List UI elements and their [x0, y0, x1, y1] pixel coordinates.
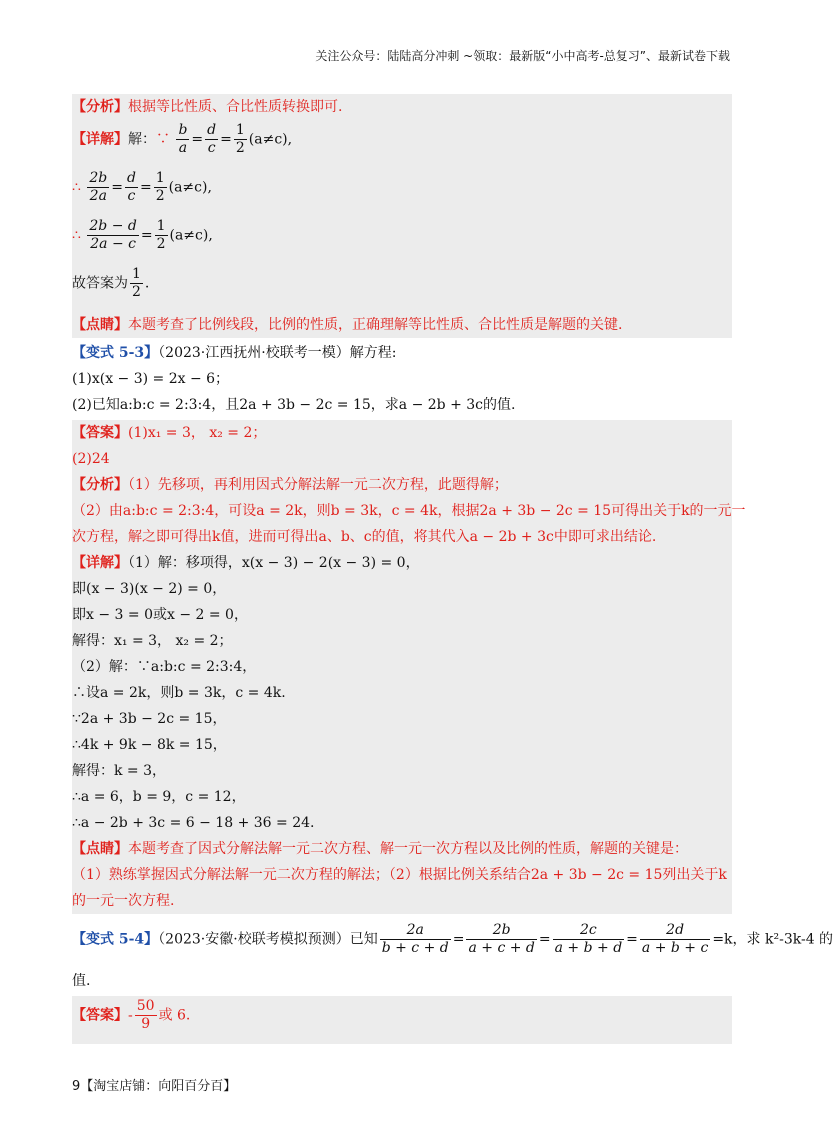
problem-block-5-4: [72, 920, 833, 994]
point-2: （1）熟练掌握因式分解法解一元二次方程的解法；（2）根据比例关系结合2a + 3b − 2c = 15列出关于k: [72, 867, 727, 883]
detail-tag: 【详解】: [72, 131, 128, 148]
fraction-2c: $\frac{2c}{a + b + d}$: [554, 922, 623, 956]
problem-source: （2023·江西抚州·校联考一模）解方程:: [158, 345, 397, 361]
page-content: [72, 94, 833, 1046]
step-line-1: ∴ $\frac{2b}{2a}$ = $\frac{d}{c}$ = $\frac{1}{2}$ (a≠c),: [72, 170, 212, 204]
answer-2: (2)24: [72, 451, 110, 467]
point-3: 的一元一次方程.: [72, 893, 175, 909]
answer-negative: -: [128, 1007, 133, 1024]
analysis-line: [72, 94, 732, 120]
answer-fraction: $\frac{1}{2}$: [132, 266, 141, 300]
page-header: 关注公众号：陆陆高分冲刺 ~领取：最新版“小中高考-总复习”、最新试卷下载: [315, 49, 730, 63]
detail-tag-2: 【详解】: [72, 555, 128, 571]
detail-step-8: ∴4k + 9k − 8k = 15，: [72, 737, 227, 753]
analysis-2: （2）由a:b:c = 2:3:4，可设a = 2k，则b = 3k，c = 4k，根据2a + 3b − 2c = 15可得出关于k的一元一: [72, 503, 746, 519]
answer-1: (1)x₁ = 3， x₂ = 2；: [128, 425, 267, 441]
problem-title-2: 【变式 5-4】（2023·安徽·校联考模拟预测）已知 $\frac{2a}{b + c + d}$ = $\frac{2b}{a + c + d}$ = $\frac{2c}{a + b + d}$ = $\frac{2d}{a + b + c}$ =k，求 k²-3k-4 的: [72, 922, 833, 956]
fraction-d-over-c: $\frac{d}{c}$: [207, 122, 217, 156]
detail-line-2: [72, 550, 732, 576]
detail-step-4: 解得：x₁ = 3， x₂ = 2；: [72, 633, 233, 649]
question-2: (2)已知a:b:c = 2:3:4，且2a + 3b − 2c = 15，求a − 2b + 3c的值.: [72, 397, 516, 413]
fraction-one-half: $\frac{1}{2}$: [235, 122, 245, 156]
fraction-2d: $\frac{2d}{a + b + c}$: [641, 922, 709, 956]
detail-step-9: 解得：k = 3，: [72, 763, 167, 779]
answer-tail: 或 6.: [158, 1007, 191, 1024]
detail-step-1: （1）解：移项得，x(x − 3) − 2(x − 3) = 0，: [128, 555, 420, 571]
detail-line: 【详解】解：∵ $\frac{b}{a}$ = $\frac{d}{c}$ = $\frac{1}{2}$ (a≠c),: [72, 122, 293, 156]
variant-tag-2: 【变式 5-4】: [72, 931, 159, 948]
detail-step-7: ∵2a + 3b − 2c = 15，: [72, 711, 227, 727]
answer-line-2: [72, 420, 732, 446]
analysis-line-2: [72, 472, 732, 498]
step-line-2: ∴ $\frac{2b - d}{2a - c}$ = $\frac{1}{2}$ (a≠c),: [72, 218, 213, 252]
variant-tag: 【变式 5-3】: [72, 345, 159, 361]
point-1: 本题考查了因式分解法解一元二次方程、解一元一次方程以及比例的性质，解题的关键是：: [128, 841, 688, 857]
detail-step-5: （2）解：∵a:b:c = 2:3:4，: [72, 659, 257, 675]
fraction-2b-d-over-2a-c: $\frac{2b - d}{2a - c}$: [89, 218, 137, 252]
page-footer: 9【淘宝店铺：向阳百分百】: [72, 1079, 237, 1094]
solution-block-1: [72, 94, 732, 338]
point-line: [72, 312, 732, 338]
answer-suffix: .: [144, 275, 150, 292]
analysis-3: 次方程，解之即可得出k值，进而可得出a、b、c的值，将其代入a − 2b + 3c中即可求出结论.: [72, 529, 657, 545]
fraction-one-half-2: $\frac{1}{2}$: [155, 170, 165, 204]
fraction-one-half-3: $\frac{1}{2}$: [156, 218, 166, 252]
detail-step-11: ∴a − 2b + 3c = 6 − 18 + 36 = 24.: [72, 815, 315, 831]
therefore-symbol: ∴: [72, 179, 81, 196]
answer-tag-3: 【答案】: [72, 1007, 128, 1024]
analysis-tag: 【分析】: [72, 99, 128, 115]
answer-tag: 【答案】: [72, 425, 128, 441]
point-tag: 【点睛】: [72, 317, 128, 333]
condition-text-3: (a≠c),: [169, 227, 213, 244]
point-text: 本题考查了比例线段，比例的性质，正确理解等比性质、合比性质是解题的关键.: [128, 317, 623, 333]
problem-block-5-3: [72, 340, 732, 418]
therefore-symbol-2: ∴: [72, 227, 81, 244]
analysis-1: （1）先移项，再利用因式分解法解一元二次方程，此题得解；: [128, 477, 508, 493]
fraction-d-over-c-2: $\frac{d}{c}$: [126, 170, 136, 204]
point-tag-2: 【点睛】: [72, 841, 128, 857]
because-symbol: ∵: [156, 131, 170, 148]
answer-prefix: 故答案为: [72, 275, 128, 292]
fraction-2b-over-2a: $\frac{2b}{2a}$: [89, 170, 108, 204]
detail-step-6: ∴设a = 2k，则b = 3k，c = 4k.: [72, 685, 286, 701]
problem-tail: =k，求 k²-3k-4 的: [712, 931, 833, 948]
fraction-2a: $\frac{2a}{b + c + d}$: [381, 922, 449, 956]
analysis-tag-2: 【分析】: [72, 477, 128, 493]
solution-block-3: [72, 996, 732, 1044]
problem-tail-2: 值.: [72, 973, 91, 989]
solution-block-2: [72, 420, 746, 914]
fraction-2b: $\frac{2b}{a + c + d}$: [468, 922, 535, 956]
answer-line-3: [72, 996, 732, 1044]
condition-text-2: (a≠c),: [168, 179, 212, 196]
detail-step-10: ∴a = 6，b = 9，c = 12，: [72, 789, 246, 805]
answer-line: [72, 264, 732, 312]
question-1: (1)x(x − 3) = 2x − 6；: [72, 371, 230, 387]
answer-fraction-3: $\frac{50}{9}$: [136, 998, 155, 1032]
problem-source-2: （2023·安徽·校联考模拟预测）已知: [158, 931, 378, 948]
detail-step-3: 即x − 3 = 0或x − 2 = 0，: [72, 607, 248, 623]
analysis-text: 根据等比性质、合比性质转换即可.: [128, 99, 343, 115]
point-line-2: [72, 836, 732, 862]
condition-text: (a≠c),: [248, 131, 293, 148]
detail-prefix: 解：: [128, 131, 156, 148]
fraction-b-over-a: $\frac{b}{a}$: [178, 122, 188, 156]
detail-step-2: 即(x − 3)(x − 2) = 0，: [72, 581, 227, 597]
problem-title: [72, 340, 732, 366]
